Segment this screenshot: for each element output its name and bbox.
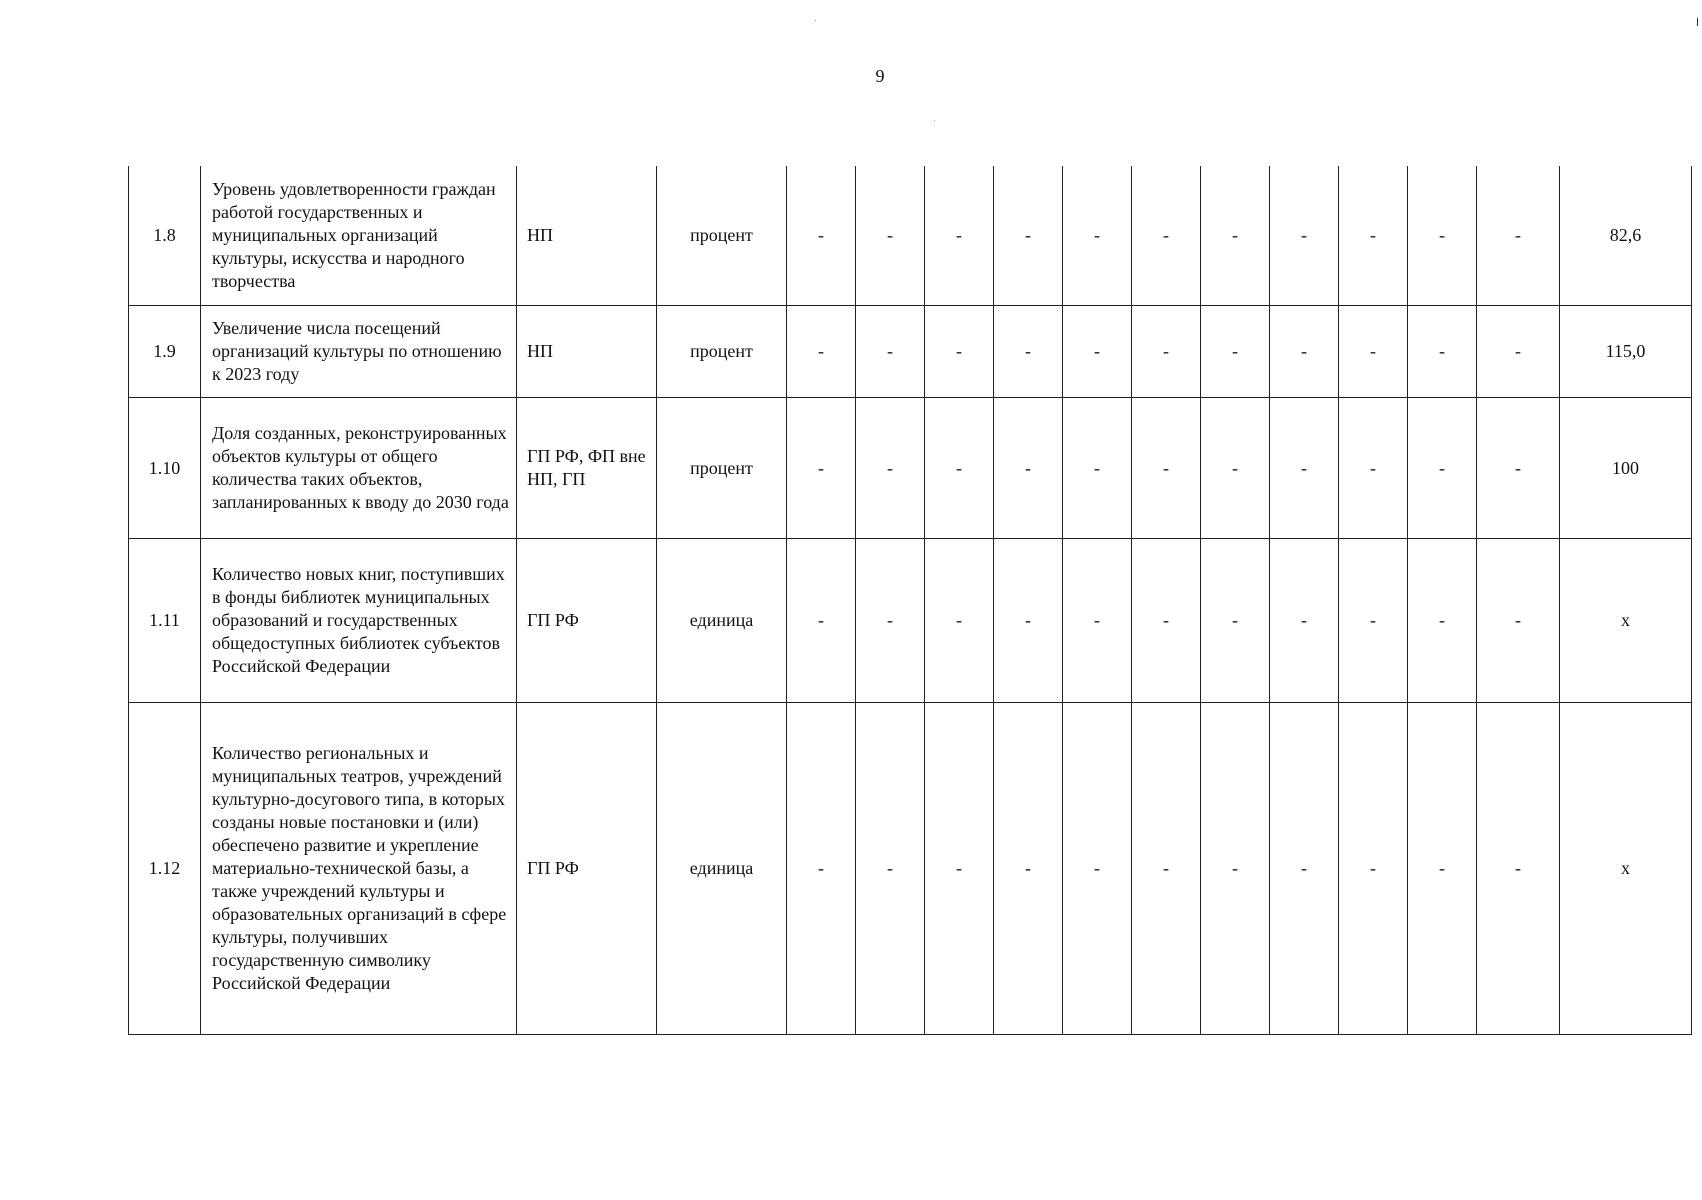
value-cell: - — [1063, 703, 1132, 1035]
result-value-cell: 115,0 — [1560, 306, 1692, 398]
value-cell: - — [1132, 166, 1201, 306]
value-cell: - — [1339, 398, 1408, 539]
indicators-table — [128, 166, 1692, 1035]
value-cell: - — [1132, 398, 1201, 539]
indicator-name-cell: Увеличение числа посещений организаций культуры по отношению к 2023 году — [201, 306, 517, 398]
page-number: 9 — [875, 66, 885, 86]
result-value-cell: х — [1560, 703, 1692, 1035]
value-cell: - — [1477, 306, 1560, 398]
value-cell: - — [1408, 703, 1477, 1035]
table-row — [129, 306, 1692, 398]
value-cell: - — [856, 166, 925, 306]
value-cell: - — [1063, 539, 1132, 703]
value-cell: - — [1132, 539, 1201, 703]
value-cell: - — [1201, 539, 1270, 703]
indicator-name-cell: Доля созданных, реконструированных объектов культуры от общего количества таких объектов, запланированных к вводу до 2030 года — [201, 398, 517, 539]
unit-cell: единица — [657, 539, 787, 703]
value-cell: - — [856, 703, 925, 1035]
indicator-level-cell: ГП РФ — [517, 703, 657, 1035]
unit-cell: процент — [657, 166, 787, 306]
value-cell: - — [1339, 539, 1408, 703]
value-cell: - — [994, 539, 1063, 703]
value-cell: - — [994, 306, 1063, 398]
indicator-level-cell: НП — [517, 306, 657, 398]
result-value-cell: 100 — [1560, 398, 1692, 539]
value-cell: - — [1408, 398, 1477, 539]
value-cell: - — [856, 539, 925, 703]
table-row — [129, 166, 1692, 306]
value-cell: - — [856, 398, 925, 539]
scan-artifact — [934, 120, 935, 121]
value-cell: - — [1201, 166, 1270, 306]
table-row — [129, 703, 1692, 1035]
value-cell: - — [1270, 166, 1339, 306]
value-cell: - — [1270, 703, 1339, 1035]
value-cell: - — [1477, 703, 1560, 1035]
value-cell: - — [1477, 166, 1560, 306]
value-cell: - — [1339, 166, 1408, 306]
value-cell: - — [1132, 306, 1201, 398]
value-cell: - — [787, 306, 856, 398]
value-cell: - — [994, 166, 1063, 306]
value-cell: - — [1270, 306, 1339, 398]
value-cell: - — [1270, 398, 1339, 539]
value-cell: - — [1063, 398, 1132, 539]
value-cell: - — [787, 398, 856, 539]
value-cell: - — [925, 703, 994, 1035]
indicator-level-cell: ГП РФ, ФП вне НП, ГП — [517, 398, 657, 539]
value-cell: - — [925, 398, 994, 539]
row-number-cell: 1.8 — [129, 166, 201, 306]
scan-artifact — [1697, 18, 1698, 26]
value-cell: - — [1477, 398, 1560, 539]
value-cell: - — [925, 166, 994, 306]
unit-cell: процент — [657, 306, 787, 398]
row-number-cell: 1.12 — [129, 703, 201, 1035]
result-value-cell: 82,6 — [1560, 166, 1692, 306]
value-cell: - — [1477, 539, 1560, 703]
value-cell: - — [1408, 166, 1477, 306]
value-cell: - — [1201, 398, 1270, 539]
value-cell: - — [1339, 703, 1408, 1035]
indicator-name-cell: Количество новых книг, поступивших в фонды библиотек муниципальных образований и государственных общедоступных библиотек субъектов Российской Федерации — [201, 539, 517, 703]
table-row — [129, 398, 1692, 539]
table-row — [129, 539, 1692, 703]
value-cell: - — [1201, 306, 1270, 398]
value-cell: - — [1063, 166, 1132, 306]
unit-cell: единица — [657, 703, 787, 1035]
row-number-cell: 1.11 — [129, 539, 201, 703]
unit-cell: процент — [657, 398, 787, 539]
indicator-name-cell: Уровень удовлетворенности граждан работой государственных и муниципальных организаций культуры, искусства и народного творчества — [201, 166, 517, 306]
value-cell: - — [787, 539, 856, 703]
value-cell: - — [856, 306, 925, 398]
value-cell: - — [994, 703, 1063, 1035]
value-cell: - — [787, 703, 856, 1035]
scan-artifact — [815, 20, 816, 21]
row-number-cell: 1.9 — [129, 306, 201, 398]
value-cell: - — [925, 539, 994, 703]
value-cell: - — [787, 166, 856, 306]
value-cell: - — [1408, 539, 1477, 703]
result-value-cell: х — [1560, 539, 1692, 703]
value-cell: - — [925, 306, 994, 398]
value-cell: - — [1201, 703, 1270, 1035]
indicator-level-cell: ГП РФ — [517, 539, 657, 703]
value-cell: - — [1132, 703, 1201, 1035]
value-cell: - — [1408, 306, 1477, 398]
value-cell: - — [1063, 306, 1132, 398]
value-cell: - — [994, 398, 1063, 539]
indicator-level-cell: НП — [517, 166, 657, 306]
row-number-cell: 1.10 — [129, 398, 201, 539]
value-cell: - — [1270, 539, 1339, 703]
indicator-name-cell: Количество региональных и муниципальных театров, учреждений культурно-досугового типа, в которых созданы новые постановки и (или) обеспечено развитие и укрепление материально-технической базы, а также учреждений культуры и образовательных организаций в сфере культуры, получивших государственную символику Российской Федерации — [201, 703, 517, 1035]
value-cell: - — [1339, 306, 1408, 398]
